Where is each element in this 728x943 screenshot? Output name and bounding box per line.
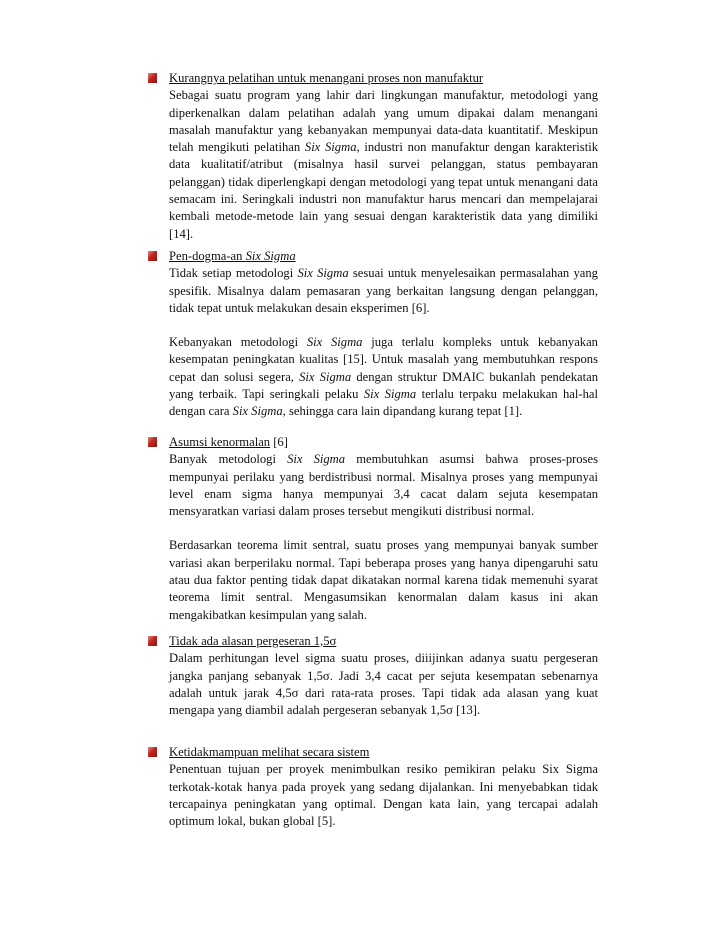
paragraph-text: sesuai untuk menyelesaikan permasalahan yang spesifik. Misalnya dalam pemasaran yang berkaitan langsung dengan pelanggan, tidak tepat untuk melakukan desain eksperimen [6]. (169, 266, 598, 315)
section-heading (169, 744, 598, 761)
red-square-bullet-icon (148, 636, 157, 646)
paragraph-italic-term: Six Sigma (306, 335, 363, 350)
section-heading-text: Ketidakmampuan melihat secara sistem (169, 745, 370, 759)
section-heading (169, 70, 598, 87)
paragraph-text: Kebanyakan metodologi (169, 335, 307, 350)
red-square-bullet-icon (148, 73, 157, 83)
section-heading-text: Tidak ada alasan pergeseran 1,5σ (169, 634, 337, 648)
section-heading-text: Asumsi kenormalan (169, 435, 271, 449)
section-system (148, 744, 598, 830)
paragraph-text: terlalu terpaku melakukan hal-hal dengan cara (169, 387, 598, 419)
red-square-bullet-icon (148, 747, 157, 757)
section-paragraph (169, 650, 598, 719)
section-paragraph (169, 537, 598, 623)
section-normality (148, 434, 598, 624)
section-dogma (148, 248, 598, 421)
paragraph-italic-term: Six Sigma (232, 404, 283, 419)
paragraph-text: Berdasarkan teorema limit sentral, suatu proses yang mempunyai banyak sumber variasi akan berperilaku normal. Tapi beberapa proses yang hanya dipengaruhi satu atau dua faktor penting tidak dapat dikatakan normal karena tidak memenuhi syarat teorema limit sentral. Mengasumsikan kenormalan dalam kasus ini akan mengakibatkan kesimpulan yang salah. (169, 538, 598, 622)
paragraph-text: Dalam perhitungan level sigma suatu proses, diiijinkan adanya suatu pergeseran jangka panjang sebanyak 1,5σ. Jadi 3,4 cacat per sejuta kesempatan sebenarnya adalah untuk jarak 4,5σ dari rata-rata proses. Tapi tidak ada alasan yang kuat mengapa yang diambil adalah pergeseran sebanyak 1,5σ [13]. (169, 651, 598, 718)
paragraph-italic-term: Six Sigma (299, 369, 352, 384)
section-heading-text: Kurangnya pelatihan untuk menangani proses non manufaktur (169, 71, 484, 85)
red-square-bullet-icon (148, 437, 157, 447)
red-square-bullet-icon (148, 251, 157, 261)
paragraph-italic-term: Six Sigma (363, 387, 417, 402)
section-heading-citation: [6] (270, 435, 288, 449)
section-shift (148, 633, 598, 719)
section-paragraph (169, 334, 598, 420)
section-heading (169, 248, 598, 265)
paragraph-italic-term: Six Sigma (287, 452, 346, 467)
section-paragraph (169, 451, 598, 520)
section-heading-italic: Six Sigma (245, 249, 296, 263)
paragraph-italic-term: Six Sigma (297, 266, 349, 281)
paragraph-text: Banyak metodologi (169, 452, 288, 467)
section-heading-text: Pen-dogma-an (169, 249, 246, 263)
section-paragraph (169, 87, 598, 243)
section-heading (169, 434, 598, 451)
paragraph-text: , industri non manufaktur dengan karakteristik data kualitatif/atribut (misalnya hasil survei pelanggan, status pembayaran pelanggan) tidak diperlengkapi dengan metodologi yang tepat untuk menangani data semacam ini. Seringkali industri non manufaktur harus mencari dan mempelajarai kembali metode-metode lain yang sesuai dengan karakteristik data yang dimiliki [14]. (169, 140, 599, 241)
paragraph-text: , sehingga cara lain dipandang kurang tepat [1]. (282, 404, 523, 419)
paragraph-text: juga terlalu kompleks untuk kebanyakan kesempatan peningkatan kualitas [15]. Untuk masalah yang membutuhkan respons cepat dan solusi segera, (169, 335, 598, 384)
section-paragraph (169, 265, 598, 317)
paragraph-text: dengan struktur DMAIC bukanlah pendekatan yang terbaik. Tapi seringkali pelaku (169, 369, 598, 402)
section-training (148, 70, 598, 243)
paragraph-italic-term: Six Sigma (304, 140, 357, 155)
section-heading (169, 633, 598, 650)
paragraph-text: membutuhkan asumsi bahwa proses-proses mempunyai perilaku yang berdistribusi normal. Misalnya proses yang mempunyai level enam sigma hanya mempunyai 3,4 cacat dalam sejuta kesempatan mensyaratkan variasi dalam proses tersebut mengikuti distribusi normal. (169, 452, 598, 519)
section-paragraph (169, 761, 598, 830)
paragraph-text: Penentuan tujuan per proyek menimbulkan resiko pemikiran pelaku Six Sigma terkotak-kotak hanya pada proyek yang sedang dijalankan. Ini menyebabkan tidak tercapainya peningkatan yang optimal. Dengan kata lain, yang tercapai adalah optimum lokal, bukan global [5]. (169, 762, 598, 829)
paragraph-text: Sebagai suatu program yang lahir dari lingkungan manufaktur, metodologi yang diperkenalkan dalam pelatihan adalah yang umum dipakai dalam menangani masalah manufaktur yang kebanyakan mempunyai data-data kuantitatif. Meskipun telah mengikuti pelatihan (169, 88, 598, 155)
paragraph-text: Tidak setiap metodologi (169, 266, 298, 281)
